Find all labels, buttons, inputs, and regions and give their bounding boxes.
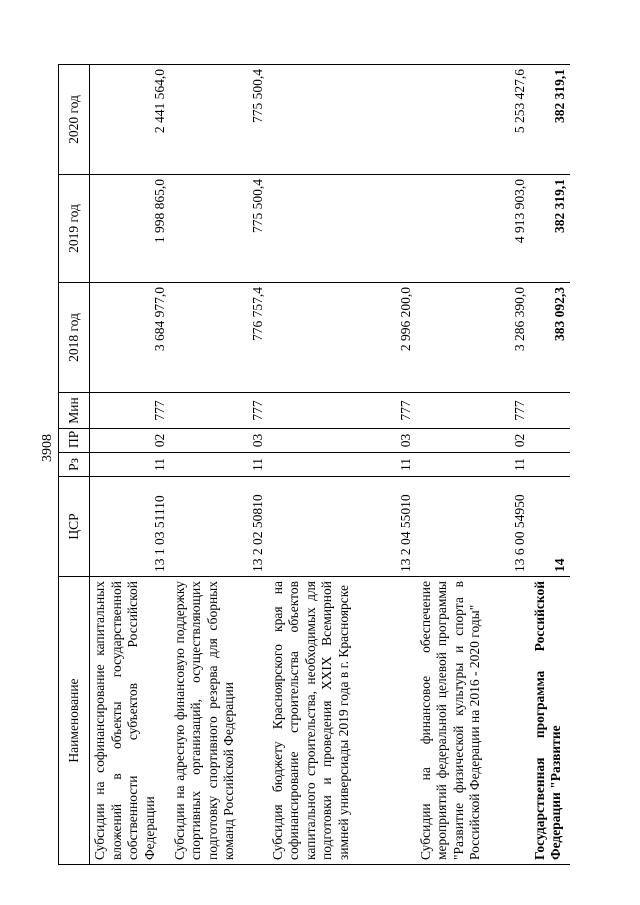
row-2018: 2 996 200,0	[268, 283, 416, 393]
row-rz: 11	[90, 453, 170, 477]
row-csr: 13 1 03 51110	[90, 477, 170, 577]
row-csr: 13 6 00 54950	[416, 477, 530, 577]
table-row	[90, 65, 170, 865]
budget-table	[58, 64, 570, 865]
row-2019: 4 913 903,0	[416, 175, 530, 283]
row-min: 777	[416, 393, 530, 429]
row-2018: 776 757,4	[170, 283, 268, 393]
row-csr: 13 2 02 50810	[170, 477, 268, 577]
row-2019	[268, 175, 416, 283]
header-rz: Рз	[59, 453, 90, 477]
table-row	[416, 65, 530, 865]
table-row	[268, 65, 416, 865]
row-csr: 14	[530, 477, 570, 577]
row-csr: 13 2 04 55010	[268, 477, 416, 577]
row-2018: 383 092,3	[530, 283, 570, 393]
header-2019: 2019 год	[59, 175, 90, 283]
row-pr: 02	[90, 429, 170, 453]
row-min: 777	[90, 393, 170, 429]
row-2020: 775 500,4	[170, 65, 268, 175]
row-min	[530, 393, 570, 429]
row-pr: 03	[268, 429, 416, 453]
header-min: Мин	[59, 393, 90, 429]
row-name: Субсидии на финансовое обеспечение мероприятий федеральной целевой программы "Развитие физической культуры и спорта в Российской Федерации на 2016 - 2020 годы"	[416, 577, 530, 865]
row-2018: 3 286 390,0	[416, 283, 530, 393]
row-rz: 11	[170, 453, 268, 477]
header-pr: ПР	[59, 429, 90, 453]
row-name: Государственная программа Российской Федерации "Развитие	[530, 577, 570, 865]
row-pr: 03	[170, 429, 268, 453]
header-2020: 2020 год	[59, 65, 90, 175]
row-2019: 1 998 865,0	[90, 175, 170, 283]
row-2018: 3 684 977,0	[90, 283, 170, 393]
row-2020: 5 253 427,6	[416, 65, 530, 175]
row-2019: 382 319,1	[530, 175, 570, 283]
row-rz	[530, 453, 570, 477]
header-2018: 2018 год	[59, 283, 90, 393]
row-2019: 775 500,4	[170, 175, 268, 283]
row-name: Субсидии на софинансирование капитальных вложений в объекты государственной собственности субъектов Российской Федерации	[90, 577, 170, 865]
row-pr	[530, 429, 570, 453]
row-2020: 382 319,1	[530, 65, 570, 175]
row-name: Субсидии на адресную финансовую поддержку спортивных организаций, осуществляющих подготовку спортивного резерва для сборных команд Российской Федерации	[170, 577, 268, 865]
table-row	[530, 65, 570, 865]
row-rz: 11	[416, 453, 530, 477]
row-min: 777	[170, 393, 268, 429]
header-csr: ЦСР	[59, 477, 90, 577]
table-header-row	[59, 65, 90, 865]
row-pr: 02	[416, 429, 530, 453]
header-name: Наименование	[59, 577, 90, 865]
row-2020	[268, 65, 416, 175]
rotated-table-container	[58, 65, 618, 865]
table-row	[170, 65, 268, 865]
row-rz: 11	[268, 453, 416, 477]
row-2020: 2 441 564,0	[90, 65, 170, 175]
row-min: 777	[268, 393, 416, 429]
page-number: 3908	[40, 434, 55, 462]
row-name: Субсидия бюджету Красноярского края на софинансирование строительства объектов капитального строительства, необходимых для подготовки и проведения XXIX Всемирной зимней универсиады 2019 года в г. Красноярске	[268, 577, 416, 865]
